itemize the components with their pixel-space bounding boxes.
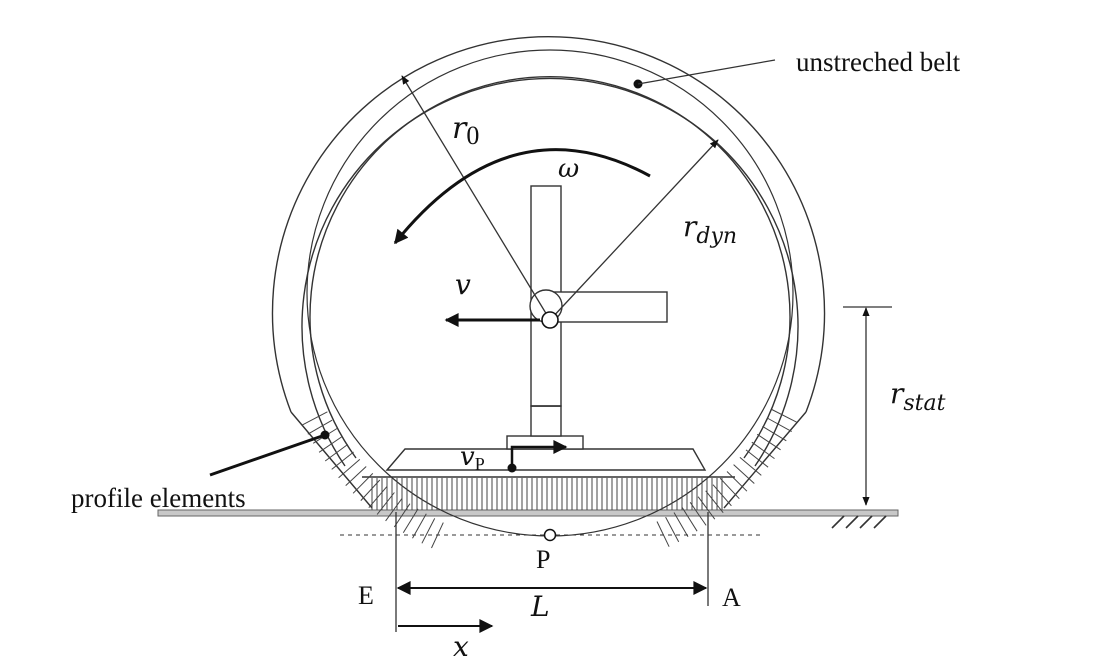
profile-element bbox=[657, 522, 669, 547]
right-sidewall bbox=[724, 412, 806, 508]
r-dyn-label: $r_{dyn}$ bbox=[683, 210, 738, 249]
unstretched-belt-label: unstreched belt bbox=[796, 47, 961, 77]
P-label: P bbox=[536, 545, 551, 574]
profile-element bbox=[666, 517, 679, 542]
E-label: E bbox=[358, 581, 374, 610]
profile-element bbox=[746, 450, 768, 467]
profile-leader-line bbox=[210, 435, 325, 475]
profile-element bbox=[319, 437, 342, 453]
profile-element bbox=[752, 442, 775, 458]
profile-element bbox=[762, 426, 786, 441]
r0-label: r0 bbox=[452, 111, 480, 150]
profile-element bbox=[332, 452, 354, 469]
profile-element bbox=[757, 434, 780, 450]
road-surface bbox=[158, 510, 898, 516]
vP-label: vP bbox=[460, 442, 485, 474]
horizontal-spoke bbox=[545, 292, 667, 322]
v-label: v bbox=[455, 268, 471, 301]
base-plate bbox=[387, 449, 705, 470]
profile-element bbox=[308, 420, 332, 434]
profile-element bbox=[772, 410, 797, 423]
rim-structure bbox=[387, 186, 705, 470]
lower-post bbox=[531, 406, 561, 436]
omega-label: ω bbox=[558, 154, 580, 184]
profile-element bbox=[303, 412, 328, 425]
L-label: L bbox=[531, 590, 550, 623]
vP-point bbox=[508, 464, 517, 473]
profile-element bbox=[422, 518, 435, 543]
profile-element bbox=[325, 444, 348, 461]
x-label: x bbox=[453, 630, 469, 663]
r-stat-label: $r_{stat}$ bbox=[890, 377, 946, 416]
A-label: A bbox=[722, 583, 741, 612]
point-P-marker bbox=[545, 530, 556, 541]
r0-radius-arrow bbox=[402, 76, 550, 320]
ground bbox=[158, 510, 898, 528]
wheel-center-point bbox=[542, 312, 558, 328]
profile-elements-label: profile elements bbox=[71, 483, 246, 513]
ground-hatch bbox=[832, 516, 886, 528]
omega-rotation-arrow bbox=[395, 150, 650, 243]
belt-leader-line bbox=[638, 60, 775, 84]
